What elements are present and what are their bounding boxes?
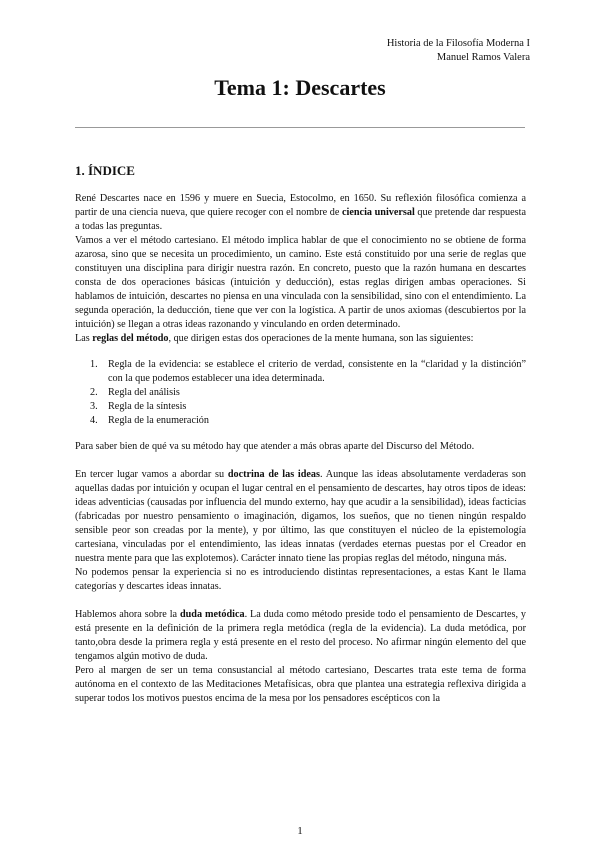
document-body: [75, 192, 526, 706]
paragraph-meditations: Pero al margen de ser un tema consustancial al método cartesiano, Descartes trata este tema de forma autónoma en el contexto de las Meditaciones Metafísicas, obra que plantea una estrategia reflexiva dirigida a superar todos los motivos puestos encima de la mesa por los pensadores escépticos con la: [75, 665, 526, 704]
paragraph-intro: René Descartes nace en 1596 y muere en Suecia, Estocolmo, en 1650. Su reflexión filosófica comienza a partir de una ciencia nueva, que quiere recoger con el nombre de ciencia universal que pretende dar respuesta a todas las preguntas.: [75, 193, 526, 232]
paragraph-other-works: Para saber bien de qué va su método hay que atender a más obras aparte del Discurso del Método.: [75, 441, 475, 452]
bold-term-reglas-del-metodo: reglas del método: [92, 333, 169, 344]
rules-list: [75, 358, 526, 428]
paragraph-rules-intro: Las reglas del método, que dirigen estas dos operaciones de la mente humana, son las siguientes:: [75, 333, 474, 344]
page-header: [387, 37, 530, 65]
bold-term-duda-metodica: duda metódica: [179, 609, 245, 620]
list-item: 4. Regla de la enumeración: [90, 415, 209, 426]
section-heading: 1. ÍNDICE: [75, 163, 135, 178]
list-item: 3. Regla de la síntesis: [90, 401, 187, 412]
paragraph-doubt: Hablemos ahora sobre la duda metódica. La duda como método preside todo el pensamiento de Descartes, y está presente en la definición de la primera regla metódica (regla de la evidencia). La duda metódica, por tanto,obra desde la primera regla y está presente en el resto del proceso. No afirmar ningún elemento del que tengamos algún motivo de duda.: [75, 609, 527, 662]
header-course: Historia de la Filosofía Moderna I: [386, 38, 530, 49]
page-number: 1: [297, 825, 303, 837]
title-divider: [75, 127, 525, 128]
paragraph-method: Vamos a ver el método cartesiano. El método implica hablar de que el conocimiento no se obtiene de forma azarosa, sino que se necesita un procedimiento, un camino. Este está constituido por una serie de reglas que constituyen una disciplina para dirigir nuestra razón. En concreto, puesto que la razón humana en descartes consta de dos operaciones básicas (intuición y deducción), estas reglas dirigen ambas operaciones. Si hablamos de intuición, descartes no piensa en una vinculada con la sensibilidad, sino con el entendimiento. La segunda operación, la deducción, tiene que ver con la logística. A partir de unos axiomas (descubiertos por la intuición) se llegan a otras ideas razonando y vinculando en orden determinado.: [75, 235, 526, 330]
list-item: 2. Regla del análisis: [90, 387, 180, 398]
document-title: Tema 1: Descartes: [214, 75, 386, 100]
header-author: Manuel Ramos Valera: [436, 52, 530, 63]
paragraph-kant: No podemos pensar la experiencia si no es introduciendo distintas representaciones, a estas Kant le llama categorías y descartes ideas innatas.: [75, 567, 526, 592]
bold-term-doctrina-ideas: doctrina de las ideas: [227, 469, 320, 480]
list-item: 1. Regla de la evidencia: se establece el criterio de verdad, consistente en la “claridad y la distinción” con la que podemos establecer una idea determinada.: [90, 359, 526, 384]
paragraph-ideas: En tercer lugar vamos a abordar su doctrina de las ideas. Aunque las ideas absolutamente verdaderas son aquellas dadas por intuición y ocupan el lugar central en el pensamiento de descartes, hay otros tipos de ideas: ideas adventicias (causadas por influencia del mundo externo, hay que acudir a la sensibilidad), ideas facticias (fabricadas por nuestro pensamiento o imaginación, digamos, los sueños, que no tienen ningún respaldo sensible peor son creadas por la mente), y por último, las que constituyen el núcleo de la epistemología cartesiana, vinculadas por el entendimiento, las ideas innatas (verdades eternas puestas por el Creador en nuestra mente para que las explotemos). Carácter innato tiene las propias reglas del método, ninguna más.: [75, 469, 526, 564]
bold-term-ciencia-universal: ciencia universal: [342, 207, 415, 218]
